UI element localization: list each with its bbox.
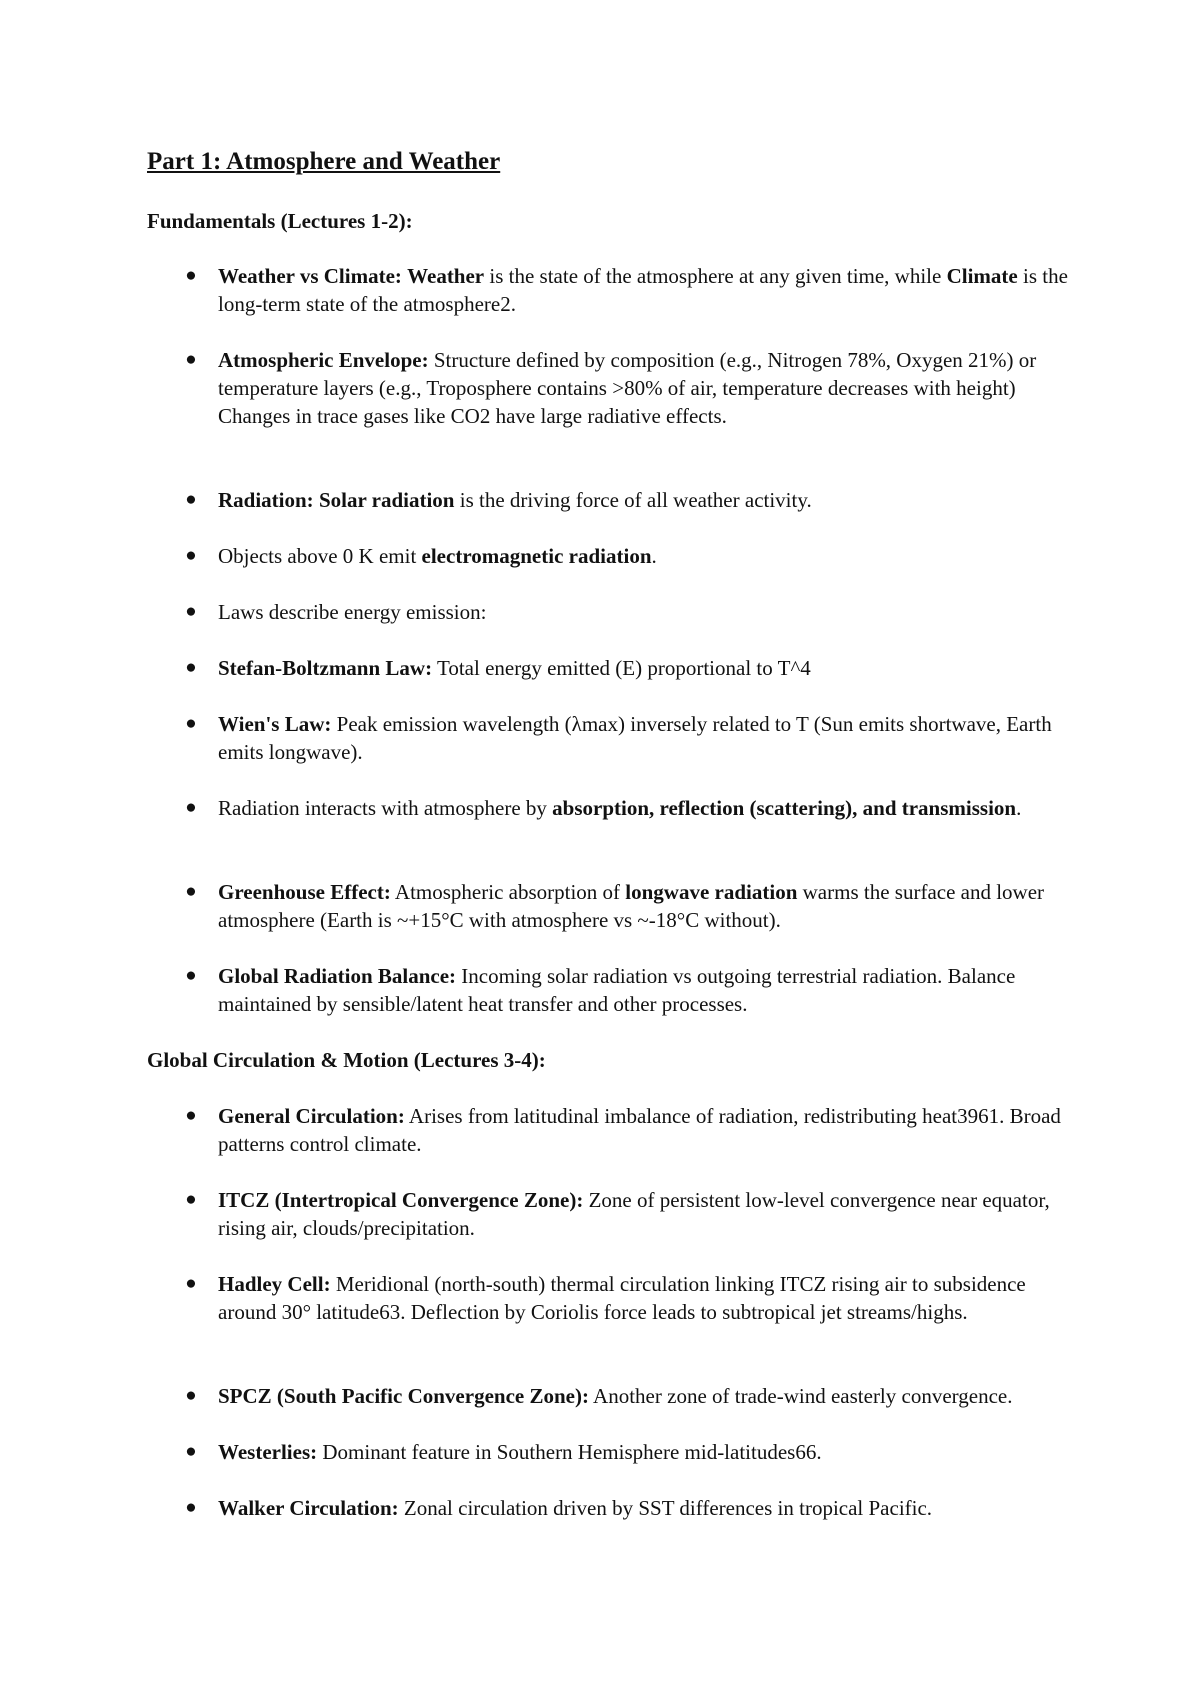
text-run: Peak emission wavelength (λmax) inversely related to T (Sun emits shortwave, Earth emits longwave).: [218, 712, 1052, 764]
bold-text-run: Radiation:: [218, 488, 314, 512]
bullet-item: [185, 1494, 1078, 1522]
bullet-dot-icon: ●: [185, 1385, 197, 1406]
bullet-text: [218, 262, 1078, 318]
text-run: Another zone of trade-wind easterly convergence.: [588, 1384, 1013, 1408]
bold-text-run: Solar radiation: [318, 488, 455, 512]
bullet-dot-icon: ●: [185, 265, 197, 286]
text-run: Total energy emitted (E) proportional to T^4: [432, 656, 811, 680]
bullet-text: [218, 1102, 1078, 1158]
bullet-item: [185, 598, 1078, 626]
section-heading-fundamentals: Fundamentals (Lectures 1-2):: [147, 209, 413, 233]
bullet-text: [218, 1270, 1078, 1326]
bold-text-run: General Circulation:: [218, 1104, 405, 1128]
bullet-item: [185, 486, 1078, 514]
bold-text-run: absorption, reflection (scattering), and transmission: [552, 796, 1017, 820]
bullet-item: [185, 346, 1078, 430]
bold-text-run: ITCZ (Intertropical Convergence Zone):: [218, 1188, 584, 1212]
bullet-item: [185, 794, 1078, 822]
text-run: is the driving force of all weather activity.: [454, 488, 812, 512]
text-run: Meridional (north-south) thermal circulation linking ITCZ rising air to subsidence around 30° latitude63. Deflection by Coriolis force leads to subtropical jet streams/highs.: [218, 1272, 1026, 1324]
bullet-text: [218, 542, 1078, 570]
bullet-item: [185, 1438, 1078, 1466]
bullet-dot-icon: ●: [185, 1189, 197, 1210]
bullet-dot-icon: ●: [185, 1273, 197, 1294]
bullet-dot-icon: ●: [185, 545, 197, 566]
bold-text-run: Stefan-Boltzmann Law:: [218, 656, 433, 680]
text-run: Structure defined by composition (e.g., Nitrogen 78%, Oxygen 21%) or temperature layers (e.g., Troposphere contains >80% of air, temperature decreases with height) Changes in trace gases like CO2 have large radiative effects.: [218, 348, 1037, 428]
bold-text-run: longwave radiation: [625, 880, 798, 904]
bullet-text: [218, 486, 1078, 514]
bullet-dot-icon: ●: [185, 1441, 197, 1462]
text-run: .: [651, 544, 657, 568]
bullet-item: [185, 962, 1078, 1018]
bullet-item: [185, 1270, 1078, 1326]
bold-text-run: Walker Circulation:: [218, 1496, 399, 1520]
bullet-text: [218, 1382, 1078, 1410]
bullet-item: [185, 542, 1078, 570]
text-run: is the long-term state of the atmosphere2.: [218, 264, 1068, 316]
bold-text-run: Weather vs Climate:: [218, 264, 402, 288]
bullet-text: [218, 1438, 1078, 1466]
bullet-item: [185, 262, 1078, 318]
text-run: Laws describe energy emission:: [218, 600, 487, 624]
bullet-text: [218, 1186, 1078, 1242]
text-run: Objects above 0 K emit: [218, 544, 422, 568]
text-run: .: [1016, 796, 1022, 820]
bold-text-run: electromagnetic radiation: [421, 544, 652, 568]
bold-text-run: Climate: [946, 264, 1018, 288]
bullet-text: [218, 710, 1078, 766]
bullet-text: [218, 878, 1078, 934]
bullet-dot-icon: ●: [185, 965, 197, 986]
bold-text-run: Global Radiation Balance:: [218, 964, 457, 988]
section-heading-global-circulation: Global Circulation & Motion (Lectures 3-4):: [147, 1048, 546, 1072]
bullet-item: [185, 1382, 1078, 1410]
bullet-item: [185, 878, 1078, 934]
text-run: Atmospheric absorption of: [390, 880, 626, 904]
bold-text-run: SPCZ (South Pacific Convergence Zone):: [218, 1384, 589, 1408]
text-run: Arises from latitudinal imbalance of radiation, redistributing heat3961. Broad patterns control climate.: [218, 1104, 1061, 1156]
bullet-dot-icon: ●: [185, 713, 197, 734]
bullet-text: [218, 346, 1078, 430]
bullet-text: [218, 962, 1078, 1018]
bullet-dot-icon: ●: [185, 489, 197, 510]
bold-text-run: Weather: [407, 264, 485, 288]
bullet-item: [185, 710, 1078, 766]
bold-text-run: Hadley Cell:: [218, 1272, 331, 1296]
bullet-text: [218, 654, 1078, 682]
bullet-dot-icon: ●: [185, 797, 197, 818]
text-run: Radiation interacts with atmosphere by: [218, 796, 553, 820]
bullet-dot-icon: ●: [185, 881, 197, 902]
bullet-dot-icon: ●: [185, 1105, 197, 1126]
bullet-dot-icon: ●: [185, 657, 197, 678]
bold-text-run: Greenhouse Effect:: [218, 880, 391, 904]
bold-text-run: Westerlies:: [218, 1440, 318, 1464]
bullet-dot-icon: ●: [185, 601, 197, 622]
bullet-item: [185, 654, 1078, 682]
bullet-text: [218, 794, 1078, 822]
text-run: Dominant feature in Southern Hemisphere mid-latitudes66.: [317, 1440, 822, 1464]
text-run: is the state of the atmosphere at any given time, while: [484, 264, 947, 288]
bullet-dot-icon: ●: [185, 1497, 197, 1518]
bullet-text: [218, 1494, 1078, 1522]
bold-text-run: Atmospheric Envelope:: [218, 348, 429, 372]
text-run: Zone of persistent low-level convergence near equator, rising air, clouds/precipitation.: [218, 1188, 1050, 1240]
bullet-dot-icon: ●: [185, 349, 197, 370]
bullet-item: [185, 1102, 1078, 1158]
bold-text-run: Wien's Law:: [218, 712, 332, 736]
text-run: Zonal circulation driven by SST differences in tropical Pacific.: [398, 1496, 933, 1520]
part-title: Part 1: Atmosphere and Weather: [147, 148, 501, 175]
text-run: warms the surface and lower atmosphere (Earth is ~+15°C with atmosphere vs ~-18°C without).: [218, 880, 1045, 932]
text-run: Incoming solar radiation vs outgoing terrestrial radiation. Balance maintained by sensible/latent heat transfer and other processes.: [218, 964, 1016, 1016]
bullet-item: [185, 1186, 1078, 1242]
bullet-text: [218, 598, 1078, 626]
